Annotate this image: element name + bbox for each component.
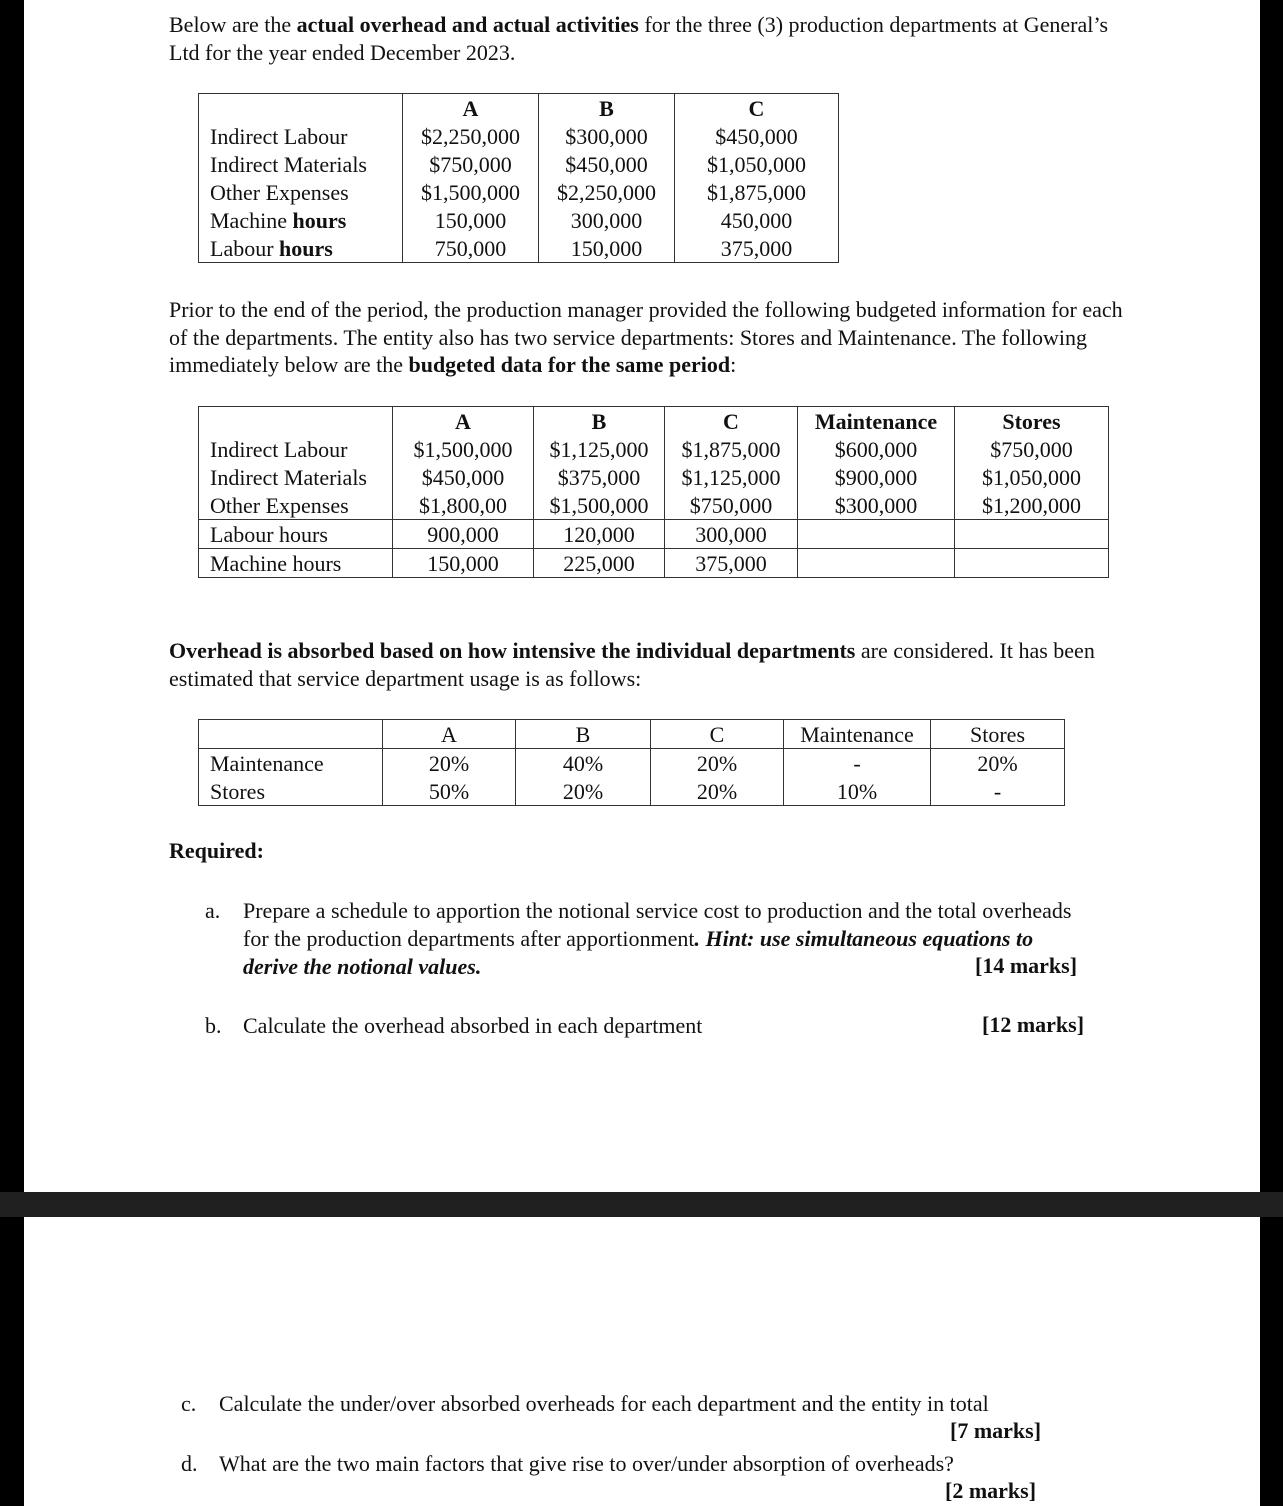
row-label-text: Labour [210,235,280,261]
cell: $450,000 [539,150,675,178]
col-header-b: B [534,407,665,436]
cell: 375,000 [675,234,839,263]
row-label [199,206,403,234]
table-row [199,206,839,234]
row-label-text: Machine [210,207,293,233]
row-label-text: Indirect Materials [210,151,367,177]
cell: 20% [651,749,784,778]
intro-paragraph-usage [169,637,1129,692]
col-header-c: C [665,407,798,436]
col-header-c: C [675,94,839,123]
row-label [199,178,403,206]
cell: $300,000 [798,491,955,520]
question-letter: a. [205,898,221,923]
table-row [199,749,1065,778]
cell: $450,000 [675,122,839,150]
col-header-a: A [383,720,516,749]
row-label-bold: hours [279,235,333,261]
cell: $600,000 [798,435,955,463]
cell: $900,000 [798,463,955,491]
question-letter: c. [181,1391,197,1416]
intro1-text: Below are the [169,12,297,37]
row-label-text: Other Expenses [210,179,349,205]
cell: $1,125,000 [534,435,665,463]
col-header-b: B [516,720,651,749]
question-b-marks: [12 marks] [982,1012,1085,1037]
question-d-marks: [2 marks] [945,1478,1037,1503]
intro1-bold: actual overhead and actual activities [296,12,639,37]
cell: 20% [516,777,651,806]
table-header-row [199,720,1065,749]
cell: 20% [931,749,1065,778]
table-row [199,549,1109,578]
question-a-marks: [14 marks] [975,953,1078,978]
cell: 20% [651,777,784,806]
question-text: What are the two main factors that give rise to over/under absorption of overheads? [219,1451,954,1476]
cell: - [784,749,931,778]
question-letter: d. [181,1451,198,1476]
row-label [199,150,403,178]
cell: $2,250,000 [403,122,539,150]
cell: 225,000 [534,549,665,578]
row-label: Labour hours [199,520,393,549]
row-label: Maintenance [199,749,383,778]
cell: $750,000 [665,491,798,520]
actual-overhead-table [198,93,839,263]
col-header-a: A [403,94,539,123]
cell: $1,800,00 [393,491,534,520]
intro2-text-end: : [730,352,737,377]
col-header-maintenance: Maintenance [798,407,955,436]
table-row [199,122,839,150]
question-text [243,897,1093,981]
cell: 750,000 [403,234,539,263]
question-letter: b. [205,1013,222,1038]
cell: $1,875,000 [665,435,798,463]
intro3-text: are considered. It has been estimated that service department usage is as follows: [169,638,1095,691]
intro2-bold: budgeted data for the same period [408,352,731,377]
cell: $1,500,000 [534,491,665,520]
table-row [199,435,1109,463]
cell: $2,250,000 [539,178,675,206]
row-label: Indirect Materials [199,463,393,491]
document-page-1 [24,0,1260,1192]
cell: $1,200,000 [955,491,1109,520]
cell: 150,000 [393,549,534,578]
cell [798,549,955,578]
row-label [199,234,403,263]
row-label: Stores [199,777,383,806]
cell [955,549,1109,578]
row-label-bold: hours [292,207,347,233]
col-header-a: A [393,407,534,436]
cell [798,520,955,549]
service-usage-table [198,719,1065,806]
cell: $1,500,000 [403,178,539,206]
table-row [199,178,839,206]
cell: 900,000 [393,520,534,549]
required-heading: Required: [169,838,264,863]
intro3-bold: Overhead is absorbed based on how intensive the individual departments [169,638,856,663]
cell: $375,000 [534,463,665,491]
cell: $1,500,000 [393,435,534,463]
cell: 450,000 [675,206,839,234]
cell: $750,000 [955,435,1109,463]
table-row [199,463,1109,491]
col-header-stores: Stores [931,720,1065,749]
cell: $750,000 [403,150,539,178]
table-row [199,520,1109,549]
cell: 120,000 [534,520,665,549]
cell: 375,000 [665,549,798,578]
col-header-b: B [539,94,675,123]
cell [955,520,1109,549]
question-a-hint: . Hint: use simultaneous equations to derive the notional values. [243,926,1034,979]
header-blank [199,407,393,436]
cell: 10% [784,777,931,806]
table-row [199,491,1109,520]
row-label: Machine hours [199,549,393,578]
table-header-row [199,94,839,123]
cell: - [931,777,1065,806]
row-label: Indirect Labour [199,435,393,463]
question-c-marks: [7 marks] [950,1418,1042,1443]
cell: $300,000 [539,122,675,150]
intro2-text: Prior to the end of the period, the production manager provided the following budgeted information for each of the departments. The entity also has two service departments: Stores and Maintenance. The following immediately below are the [169,297,1123,377]
intro1-text-end: for the three (3) production departments at General’s Ltd for the year ended December 2023. [169,12,1109,65]
intro-paragraph-actual [169,11,1129,66]
cell: $1,050,000 [675,150,839,178]
table-row [199,150,839,178]
row-label [199,122,403,150]
cell: $450,000 [393,463,534,491]
page-separator [0,1192,1283,1217]
row-label: Other Expenses [199,491,393,520]
cell: 150,000 [403,206,539,234]
col-header-stores: Stores [955,407,1109,436]
col-header-maintenance: Maintenance [784,720,931,749]
question-text: Calculate the overhead absorbed in each department [243,1013,703,1038]
budget-table [198,406,1109,578]
header-blank [199,720,383,749]
row-label-text: Indirect Labour [210,123,348,149]
cell: 40% [516,749,651,778]
cell: 150,000 [539,234,675,263]
cell: 20% [383,749,516,778]
cell: 300,000 [539,206,675,234]
cell: $1,875,000 [675,178,839,206]
table-header-row [199,407,1109,436]
intro-paragraph-budget [169,296,1129,379]
question-a-text: Prepare a schedule to apportion the notional service cost to production and the total overheads for the production departments after apportionment [243,898,1072,951]
table-row [199,777,1065,806]
col-header-c: C [651,720,784,749]
cell: $1,050,000 [955,463,1109,491]
table-row [199,234,839,263]
header-blank [199,94,403,123]
question-text: Calculate the under/over absorbed overheads for each department and the entity in total [219,1391,989,1416]
cell: 50% [383,777,516,806]
cell: $1,125,000 [665,463,798,491]
cell: 300,000 [665,520,798,549]
